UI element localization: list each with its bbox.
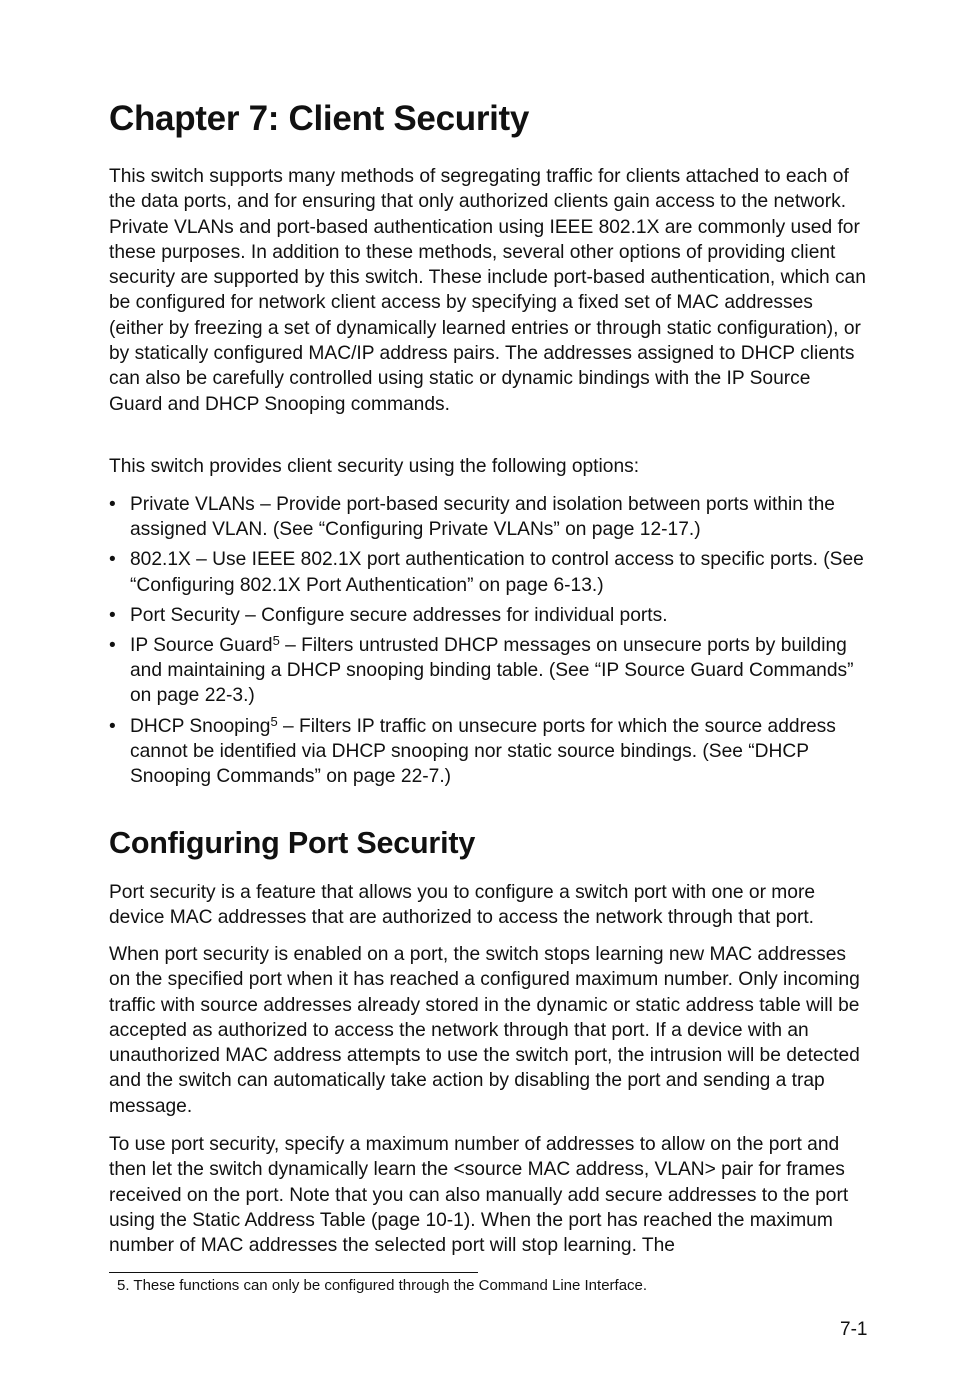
page-number: 7-1 [840,1319,868,1340]
footnote-divider [109,1272,478,1273]
option-name: DHCP Snooping [130,715,271,737]
list-item [109,714,869,790]
section-paragraph-3: To use port security, specify a maximum number of addresses to allow on the port and then let the switch dynamically learn the <source MAC address, VLAN> pair for frames received on the port. Note that you can also manually add secure addresses to the port using the Static Address Table (page 10-1). When the port has reached the maximum number of MAC addresses the selected port will stop learning. The [109,1134,849,1257]
bullet-icon: • [109,604,116,626]
list-item [109,492,869,543]
chapter-title: Chapter 7: Client Security [109,99,530,138]
section-paragraph-1: Port security is a feature that allows you to configure a switch port with one or more device MAC addresses that are authorized to access the network through that port. [109,882,816,929]
option-text: – Filters untrusted DHCP messages on unsecure ports by building and maintaining a DHCP snooping binding table. (See “IP Source Guard Commands” on page 22-3.) [130,634,854,707]
section-title: Configuring Port Security [109,826,476,860]
footnote-ref[interactable]: 5 [270,713,278,729]
security-options-list [109,492,869,794]
footnote: 5. These functions can only be configured through the Command Line Interface. [117,1277,648,1294]
intro-paragraph-2: This switch provides client security using the following options: [109,456,640,477]
bullet-icon: • [109,634,116,656]
option-text: – Provide port-based security and isolation between ports within the assigned VLAN. (See “Configuring Private VLANs” on page 12-17.) [130,494,835,541]
option-text: – Use IEEE 802.1X port authentication to control access to specific ports. (See “Configuring 802.1X Port Authentication” on page 6-13.) [130,549,864,596]
list-item [109,547,869,598]
list-item [109,603,869,628]
option-text: – Configure secure addresses for individual ports. [239,604,668,626]
bullet-icon: • [109,715,116,737]
footnote-ref[interactable]: 5 [272,632,280,648]
option-name: Port Security [130,604,240,626]
section-paragraph-2: When port security is enabled on a port, the switch stops learning new MAC addresses on the specified port when it has reached a configured maximum number. Only incoming traffic with source addresses already stored in the dynamic or static address table will be accepted as authorized to access the network through that port. If a device with an unauthorized MAC address attempts to use the switch port, the intrusion will be detected and the switch can automatically take action by disabling the port and sending a trap message. [109,944,860,1117]
bullet-icon: • [109,549,116,571]
option-name: 802.1X [130,549,191,571]
bullet-icon: • [109,494,116,515]
list-item [109,633,869,709]
option-name: IP Source Guard [130,634,273,656]
intro-paragraph-1: This switch supports many methods of segregating traffic for clients attached to each of the data ports, and for ensuring that only authorized clients gain access to the network. Private VLANs and port-based authentication using IEEE 802.1X are commonly used for these purposes. In addition to these methods, several other options of providing client security are supported by this switch. These include port-based authentication, which can be configured for network client access by specifying a fixed set of MAC addresses (either by freezing a set of dynamically learned entries or through static configuration), or by statically configured MAC/IP address pairs. The addresses assigned to DHCP clients can also be carefully controlled using static or dynamic bindings with the IP Source Guard and DHCP Snooping commands. [109,166,866,415]
option-name: Private VLANs [130,494,255,515]
option-text: – Filters IP traffic on unsecure ports for which the source address cannot be identified via DHCP snooping nor static source bindings. (See “DHCP Snooping Commands” on page 22-7.) [130,715,836,788]
